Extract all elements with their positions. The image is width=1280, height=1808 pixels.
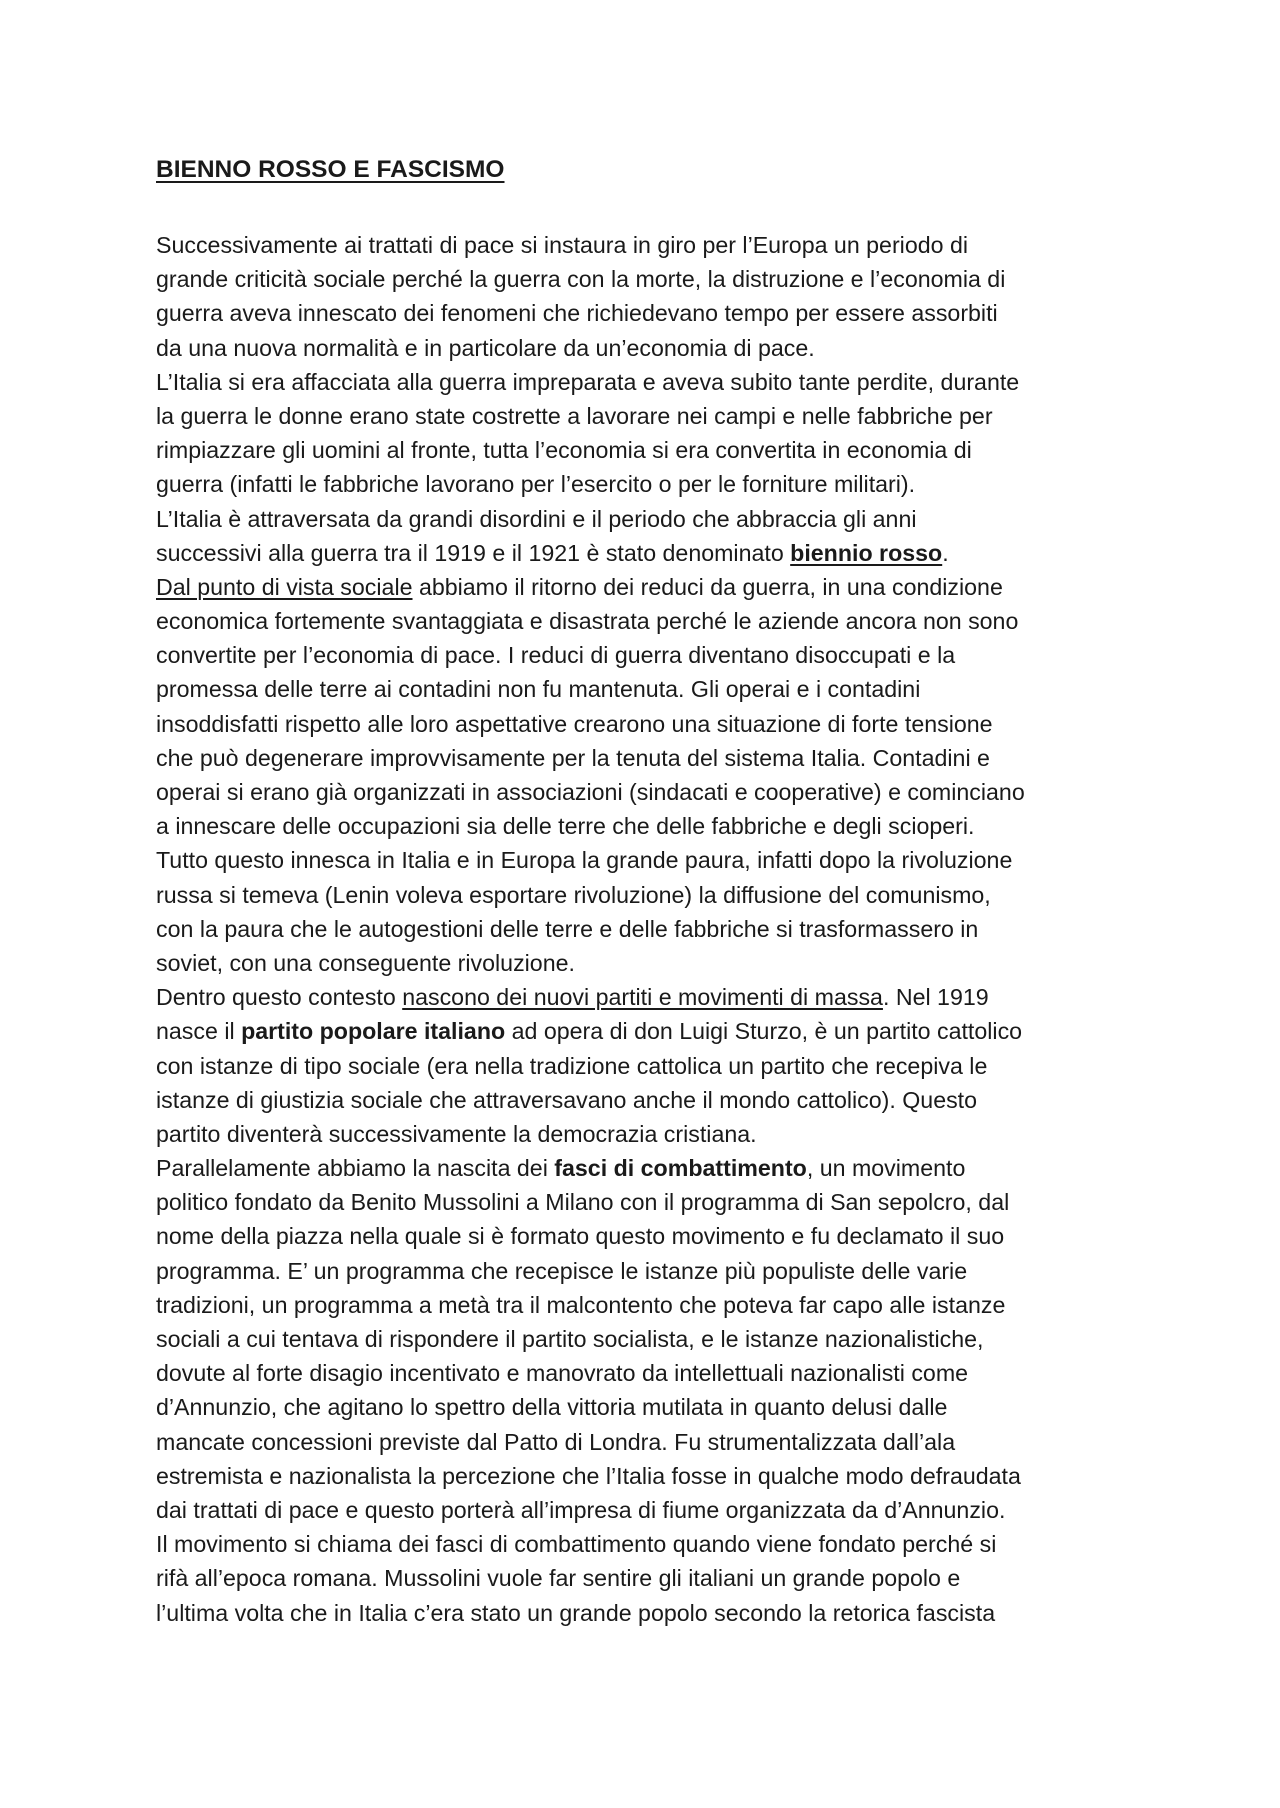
- text-line: [156, 262, 1156, 296]
- text-line: [156, 638, 1156, 672]
- text-run: sociali a cui tentava di rispondere il partito socialista, e le istanze nazionalistiche,: [156, 1326, 984, 1352]
- text-run: abbiamo il ritorno dei reduci da guerra, in una condizione: [412, 573, 1003, 600]
- text-run: operai si erano già organizzati in associazioni (sindacati e cooperative) e cominciano: [156, 779, 1025, 805]
- text-line: [156, 1356, 1156, 1390]
- text-line: [156, 1049, 1156, 1083]
- text-run: nome della piazza nella quale si è formato questo movimento e fu declamato il suo: [156, 1223, 1005, 1250]
- emphasized-text: Dal punto di vista sociale: [156, 573, 413, 600]
- text-run: .: [942, 539, 949, 566]
- text-line: [156, 878, 1156, 912]
- text-run: programma. E’ un programma che recepisce le istanze più populiste delle varie: [156, 1257, 968, 1284]
- text-line: [156, 980, 1156, 1014]
- text-run: guerra (infatti le fabbriche lavorano per l’esercito o per le forniture militari).: [156, 471, 916, 498]
- text-run: con la paura che le autogestioni delle terre e delle fabbriche si trasformassero in: [156, 915, 979, 942]
- text-run: mancate concessioni previste dal Patto di Londra. Fu strumentalizzata dall’ala: [156, 1428, 956, 1455]
- text-run: russa si temeva (Lenin voleva esportare rivoluzione) la diffusione del comunismo,: [156, 881, 991, 908]
- emphasized-text: biennio rosso: [790, 539, 943, 566]
- text-run: , un movimento: [806, 1155, 966, 1182]
- text-line: [156, 296, 1156, 330]
- text-run: istanze di giustizia sociale che attraversavano anche il mondo cattolico). Questo: [156, 1086, 978, 1113]
- text-run: l’ultima volta che in Italia c’era stato un grande popolo secondo la retorica fascista: [156, 1599, 996, 1626]
- document-page: [156, 152, 1156, 1630]
- text-run: tradizioni, un programma a metà tra il malcontento che poteva far capo alle istanze: [156, 1291, 1006, 1318]
- text-line: [156, 365, 1156, 399]
- document-body: [156, 228, 1156, 1630]
- text-run: nasce il: [156, 1018, 242, 1045]
- text-line: [156, 912, 1156, 946]
- text-run: che può degenerare improvvisamente per la tenuta del sistema Italia. Contadini e: [156, 744, 990, 771]
- text-line: [156, 1527, 1156, 1561]
- text-run: grande criticità sociale perché la guerra con la morte, la distruzione e l’economia di: [156, 266, 1006, 293]
- text-line: [156, 1596, 1156, 1630]
- text-line: [156, 331, 1156, 365]
- text-run: L’Italia è attraversata da grandi disordini e il periodo che abbraccia gli anni: [156, 505, 917, 532]
- text-run: rimpiazzare gli uomini al fronte, tutta l’economia si era convertita in economia di: [156, 437, 972, 464]
- text-run: a innescare delle occupazioni sia delle terre che delle fabbriche e degli scioperi.: [156, 813, 975, 840]
- text-line: [156, 1117, 1156, 1151]
- text-run: d’Annunzio, che agitano lo spettro della vittoria mutilata in quanto delusi dalle: [156, 1394, 948, 1421]
- text-line: [156, 536, 1156, 570]
- document-title: BIENNO ROSSO E FASCISMO: [156, 156, 505, 183]
- text-run: dovute al forte disagio incentivato e manovrato da intellettuali nazionalisti come: [156, 1360, 969, 1387]
- text-line: [156, 1151, 1156, 1185]
- text-run: estremista e nazionalista la percezione che l’Italia fosse in qualche modo defraudata: [156, 1462, 1021, 1489]
- text-line: [156, 399, 1156, 433]
- text-run: successivi alla guerra tra il 1919 e il 1921 è stato denominato: [156, 539, 791, 566]
- text-line: [156, 741, 1156, 775]
- emphasized-text: nascono dei nuovi partiti e movimenti di massa: [402, 984, 883, 1011]
- text-run: rifà all’epoca romana. Mussolini vuole far sentire gli italiani un grande popolo e: [156, 1565, 961, 1592]
- text-run: convertite per l’economia di pace. I reduci di guerra diventano disoccupati e la: [156, 642, 956, 669]
- text-line: [156, 570, 1156, 604]
- text-run: ad opera di don Luigi Sturzo, è un partito cattolico: [505, 1018, 1023, 1045]
- text-line: [156, 1322, 1156, 1356]
- text-line: [156, 1493, 1156, 1527]
- text-run: Dentro questo contesto: [156, 984, 403, 1011]
- text-run: . Nel 1919: [882, 984, 989, 1011]
- text-line: [156, 707, 1156, 741]
- text-line: [156, 604, 1156, 638]
- text-run: Il movimento si chiama dei fasci di combattimento quando viene fondato perché si: [156, 1531, 997, 1558]
- text-line: [156, 1014, 1156, 1048]
- text-line: [156, 1254, 1156, 1288]
- text-line: [156, 228, 1156, 262]
- text-line: [156, 467, 1156, 501]
- text-line: [156, 1185, 1156, 1219]
- text-line: [156, 433, 1156, 467]
- text-run: da una nuova normalità e in particolare da un’economia di pace.: [156, 334, 815, 361]
- text-run: promessa delle terre ai contadini non fu mantenuta. Gli operai e i contadini: [156, 676, 921, 703]
- text-run: soviet, con una conseguente rivoluzione.: [156, 949, 575, 976]
- text-line: [156, 1425, 1156, 1459]
- text-run: Successivamente ai trattati di pace si instaura in giro per l’Europa un periodo di: [156, 232, 969, 258]
- text-line: [156, 1288, 1156, 1322]
- text-line: [156, 1219, 1156, 1253]
- text-line: [156, 1390, 1156, 1424]
- text-run: L’Italia si era affacciata alla guerra impreparata e aveva subito tante perdite, durante: [156, 368, 1020, 395]
- text-run: la guerra le donne erano state costrette a lavorare nei campi e nelle fabbriche per: [156, 402, 993, 429]
- emphasized-text: fasci di combattimento: [554, 1155, 807, 1182]
- text-line: [156, 946, 1156, 980]
- emphasized-text: partito popolare italiano: [241, 1018, 506, 1045]
- text-line: [156, 1561, 1156, 1595]
- text-run: dai trattati di pace e questo porterà all’impresa di fiume organizzata da d’Annunzio.: [156, 1496, 1006, 1523]
- text-line: [156, 1083, 1156, 1117]
- text-line: [156, 809, 1156, 843]
- text-run: insoddisfatti rispetto alle loro aspettative crearono una situazione di forte tensione: [156, 710, 993, 737]
- text-run: Tutto questo innesca in Italia e in Europa la grande paura, infatti dopo la rivoluzione: [156, 847, 1013, 874]
- text-run: guerra aveva innescato dei fenomeni che richiedevano tempo per essere assorbiti: [156, 300, 998, 327]
- text-run: economica fortemente svantaggiata e disastrata perché le aziende ancora non sono: [156, 608, 1019, 635]
- text-line: [156, 775, 1156, 809]
- text-run: politico fondato da Benito Mussolini a Milano con il programma di San sepolcro, dal: [156, 1189, 1010, 1216]
- text-line: [156, 843, 1156, 877]
- text-line: [156, 1459, 1156, 1493]
- text-run: con istanze di tipo sociale (era nella tradizione cattolica un partito che recepiva le: [156, 1052, 988, 1079]
- text-line: [156, 672, 1156, 706]
- text-run: Parallelamente abbiamo la nascita dei: [156, 1155, 555, 1182]
- text-run: partito diventerà successivamente la democrazia cristiana.: [156, 1120, 757, 1147]
- text-line: [156, 502, 1156, 536]
